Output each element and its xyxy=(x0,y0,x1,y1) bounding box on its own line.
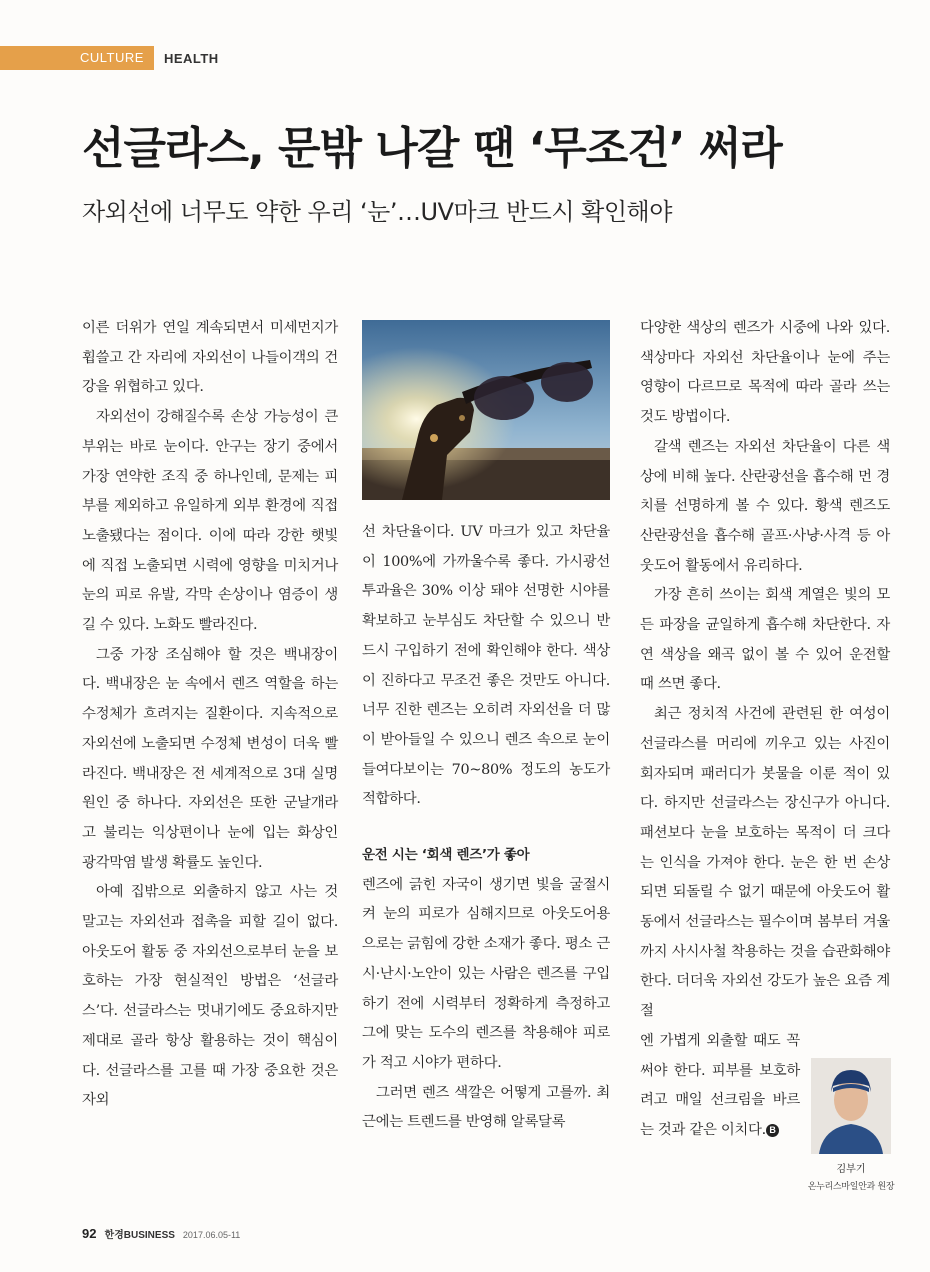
section-tab xyxy=(0,46,219,70)
issue-date: 2017.06.05-11 xyxy=(182,1230,241,1240)
author-portrait xyxy=(811,1058,891,1154)
article-column-1 xyxy=(82,314,338,1116)
paragraph: 그러면 렌즈 색깔은 어떻게 고를까. 최근에는 트렌드를 반영해 알록달록 xyxy=(362,1084,610,1131)
page-number: 92 xyxy=(82,1226,97,1241)
paragraph: 최근 정치적 사건에 관련된 한 여성이 선글라스를 머리에 끼우고 있는 사진이 회자되며 패러디가 봇물을 이룬 적이 있다. 하지만 선글라스는 장신구가 아니다. 패션보다 눈을 보호하는 목적이 더 크다는 인식을 가져야 한다. 눈은 한 번 손상되면 되돌릴 수 없기 때문에 아웃도어 활동에서 선글라스는 필수이며 봄부터 겨울까지 사시사철 착용하는 것을 습관화해야 한다. 더더욱 자외선 강도가 높은 요즘 계절 xyxy=(640,706,890,1020)
page-footer xyxy=(82,1226,240,1241)
paragraph: 이른 더위가 연일 계속되면서 미세먼지가 휩쓸고 간 자리에 자외선이 나들이객의 건강을 위협하고 있다. xyxy=(82,320,338,396)
paragraph: 그중 가장 조심해야 할 것은 백내장이다. 백내장은 눈 속에서 렌즈 역할을 하는 수정체가 흐려지는 질환이다. 지속적으로 자외선에 노출되면 수정체 변성이 더욱 빨라진다. 백내장은 전 세계적으로 3대 실명 원인 중 하나다. 자외선은 또한 군날개라고 불리는 익상편이나 눈에 입는 화상인 광각막염 발생 확률도 높인다. xyxy=(82,646,338,871)
paragraph: 선 차단율이다. UV 마크가 있고 차단율이 100%에 가까울수록 좋다. 가시광선 투과율은 30% 이상 돼야 선명한 시야를 확보하고 눈부심도 차단할 수 있으니 반드시 구입하기 전에 확인해야 한다. 색상이 진하다고 무조건 좋은 것만도 아니다. 너무 진한 렌즈는 오히려 자외선을 더 많이 받아들일 수 있으니 렌즈 속으로 눈이 들여다보이는 70~80% 정도의 농도가 적합하다. xyxy=(362,524,610,808)
section-subheading: 운전 시는 ‘회색 렌즈’가 좋아 xyxy=(362,847,530,864)
magazine-name: 한경BUSINESS xyxy=(104,1230,175,1241)
sunglasses-photo xyxy=(362,320,610,500)
end-mark-icon: B xyxy=(766,1124,779,1137)
paragraph: 렌즈에 긁힌 자국이 생기면 빛을 굴절시켜 눈의 피로가 심해지므로 아웃도어용으로는 긁힘에 강한 소재가 좋다. 평소 근시·난시·노안이 있는 사람은 렌즈를 구입하기 전에 시력부터 정확하게 측정하고 그에 맞는 도수의 렌즈를 착용해야 피로가 적고 시야가 편하다. xyxy=(362,876,610,1071)
paragraph: 다양한 색상의 렌즈가 시중에 나와 있다. 색상마다 자외선 차단율이나 눈에 주는 영향이 다르므로 목적에 따라 골라 쓰는 것도 방법이다. xyxy=(640,320,890,426)
author-box xyxy=(806,1058,896,1192)
paragraph: 자외선이 강해질수록 손상 가능성이 큰 부위는 바로 눈이다. 안구는 장기 중에서 가장 연약한 조직 중 하나인데, 문제는 피부를 제외하고 유일하게 외부 환경에 직접 노출됐다는 점이다. 이에 따라 강한 햇빛에 직접 노출되면 시력에 영향을 미치거나 눈의 피로 유발, 각막 손상이나 염증이 생길 수 있다. 노화도 빨라진다. xyxy=(82,409,338,634)
article-subhead: 자외선에 너무도 약한 우리 ‘눈’…UV마크 반드시 확인해야 xyxy=(82,198,672,226)
author-title: 온누리스마일안과 원장 xyxy=(807,1182,895,1192)
paragraph: 아예 집밖으로 외출하지 않고 사는 것 말고는 자외선과 접촉을 피할 길이 없다. 아웃도어 활동 중 자외선으로부터 눈을 보호하는 가장 현실적인 방법은 ‘선글라스’다. 선글라스는 멋내기에도 중요하지만 제대로 골라 항상 활용하는 것이 핵심이다. 선글라스를 고를 때 가장 중요한 것은 자외 xyxy=(82,884,338,1109)
section-subcategory: HEALTH xyxy=(163,50,219,66)
section-category: CULTURE xyxy=(0,46,154,70)
article-column-2 xyxy=(362,518,610,1138)
paragraph: 가장 흔히 쓰이는 회색 계열은 빛의 모든 파장을 균일하게 흡수해 차단한다. 자연 색상을 왜곡 없이 볼 수 있어 운전할 때 쓰면 좋다. xyxy=(640,587,890,693)
paragraph: 갈색 렌즈는 자외선 차단율이 다른 색상에 비해 높다. 산란광선을 흡수해 먼 경치를 선명하게 볼 수 있다. 황색 렌즈도 산란광선을 흡수해 골프·사냥·사격 등 아웃도어 활동에서 유리하다. xyxy=(640,438,890,574)
article-column-3 xyxy=(640,314,890,1146)
paragraph-tail-text: 엔 가볍게 외출할 때도 꼭 써야 한다. 피부를 보호하려고 매일 선크림을 바르는 것과 같은 이치다. xyxy=(640,1032,800,1138)
article-headline: 선글라스, 문밖 나갈 땐 ‘무조건’ 써라 xyxy=(82,123,782,174)
paragraph-tail xyxy=(640,1027,800,1146)
author-name: 김부기 xyxy=(836,1164,866,1175)
